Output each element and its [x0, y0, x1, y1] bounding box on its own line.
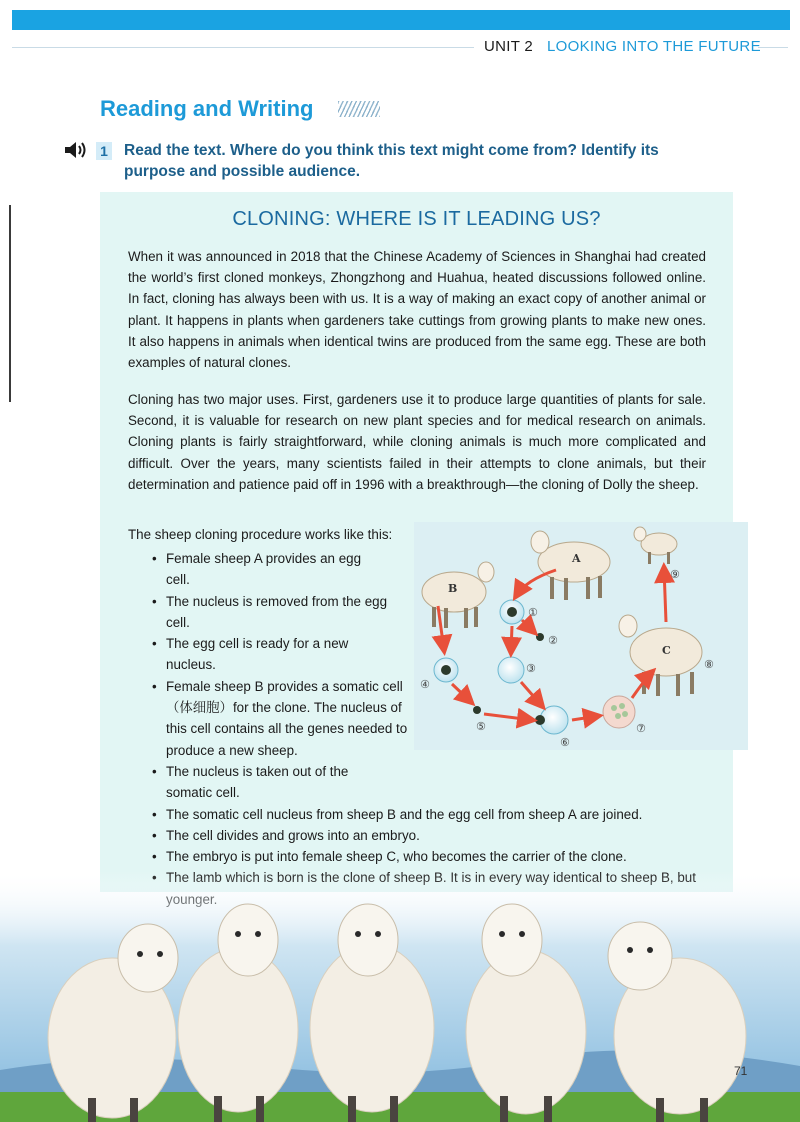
article-paragraph-2: Cloning has two major uses. First, gardeners use it to produce large quantities of plants for sale. Second, it is valuable for research on new plant species and for medical research on animals. Cloning plants is fairly straightforward, while cloning animals is much more complicated and difficult. Over the years, many scientists failed in their attempts to clone animals, but their determination and patience paid off in 1996 with a breakthrough—the cloning of Dolly the sheep. — [128, 392, 706, 492]
embryo — [603, 696, 635, 728]
step-4-text: Female sheep B provides a somatic cell（体细胞）for the clone. The nucleus of this cell contains all the genes needed to produce a new sheep. — [166, 678, 408, 758]
header-rule — [12, 47, 474, 48]
sheep-photo — [0, 870, 800, 1122]
step-marker-4: ④ — [420, 678, 430, 691]
article-paragraph-1: When it was announced in 2018 that the Chinese Academy of Sciences in Shanghai had created the world’s first cloned monkeys, Zhongzhong and Huahua, heated discussions followed online. In fact, cloning has always been with us. It is a way of making an exact copy of another animal or plant. It happens in plants when gardeners take cuttings from growing plants to make new ones. It also happens in animals when identical twins are produced from the same egg. These are both examples of natural clones. — [128, 249, 706, 371]
step-marker-1: ① — [528, 606, 538, 619]
article-title: CLONING: WHERE IS IT LEADING US? — [232, 208, 601, 230]
margin-line — [9, 205, 11, 402]
list-item — [150, 633, 376, 676]
page-number: 71 — [734, 1064, 748, 1078]
sheep-c-label: C — [662, 644, 671, 657]
extracted-nucleus — [473, 706, 481, 714]
step-8-text: The embryo is put into female sheep C, who becomes the carrier of the clone. — [166, 849, 627, 865]
step-marker-7: ⑦ — [636, 722, 646, 735]
task-number: 1 — [96, 142, 112, 160]
section-title: Reading and Writing — [100, 96, 314, 121]
list-item — [150, 761, 366, 804]
step-marker-6: ⑥ — [560, 736, 570, 749]
speaker-icon[interactable] — [64, 141, 90, 159]
step-5-text: The nucleus is taken out of the somatic cell. — [166, 763, 349, 801]
step-marker-9: ⑨ — [670, 568, 680, 581]
step-7-text: The cell divides and grows into an embryo. — [166, 827, 420, 843]
unit-title: LOOKING INTO THE FUTURE — [547, 38, 761, 55]
step-6-text: The somatic cell nucleus from sheep B and the egg cell from sheep A are joined. — [166, 806, 643, 822]
top-color-bar — [12, 10, 790, 30]
task-instruction: Read the text. Where do you think this text might come from? Identify its purpose and possible audience. — [124, 142, 659, 180]
list-item — [150, 804, 730, 825]
sheep-b-label: B — [448, 582, 458, 595]
unit-label: UNIT 2 — [484, 38, 534, 55]
procedure-intro: The sheep cloning procedure works like this: — [128, 527, 393, 542]
section-hatch-decoration — [338, 101, 380, 117]
step-3-text: The egg cell is ready for a new nucleus. — [166, 636, 349, 673]
step-marker-3: ③ — [526, 662, 536, 675]
step-marker-5: ⑤ — [476, 720, 486, 733]
nucleus-icon — [507, 607, 517, 617]
sheep-a-label: A — [572, 552, 581, 565]
list-item — [150, 548, 366, 591]
removed-nucleus — [536, 633, 544, 641]
list-item — [150, 676, 412, 761]
cloning-diagram — [414, 522, 748, 750]
empty-egg-cell — [498, 657, 524, 683]
step-marker-8: ⑧ — [704, 658, 714, 671]
list-item — [150, 846, 730, 867]
step-1-text: Female sheep A provides an egg cell. — [166, 551, 362, 588]
list-item — [150, 591, 400, 634]
step-2-text: The nucleus is removed from the egg cell. — [166, 593, 388, 630]
somatic-nucleus — [441, 665, 451, 675]
header-rule-right — [758, 47, 788, 48]
list-item — [150, 825, 730, 846]
joined-nucleus — [535, 715, 545, 725]
step-marker-2: ② — [548, 634, 558, 647]
